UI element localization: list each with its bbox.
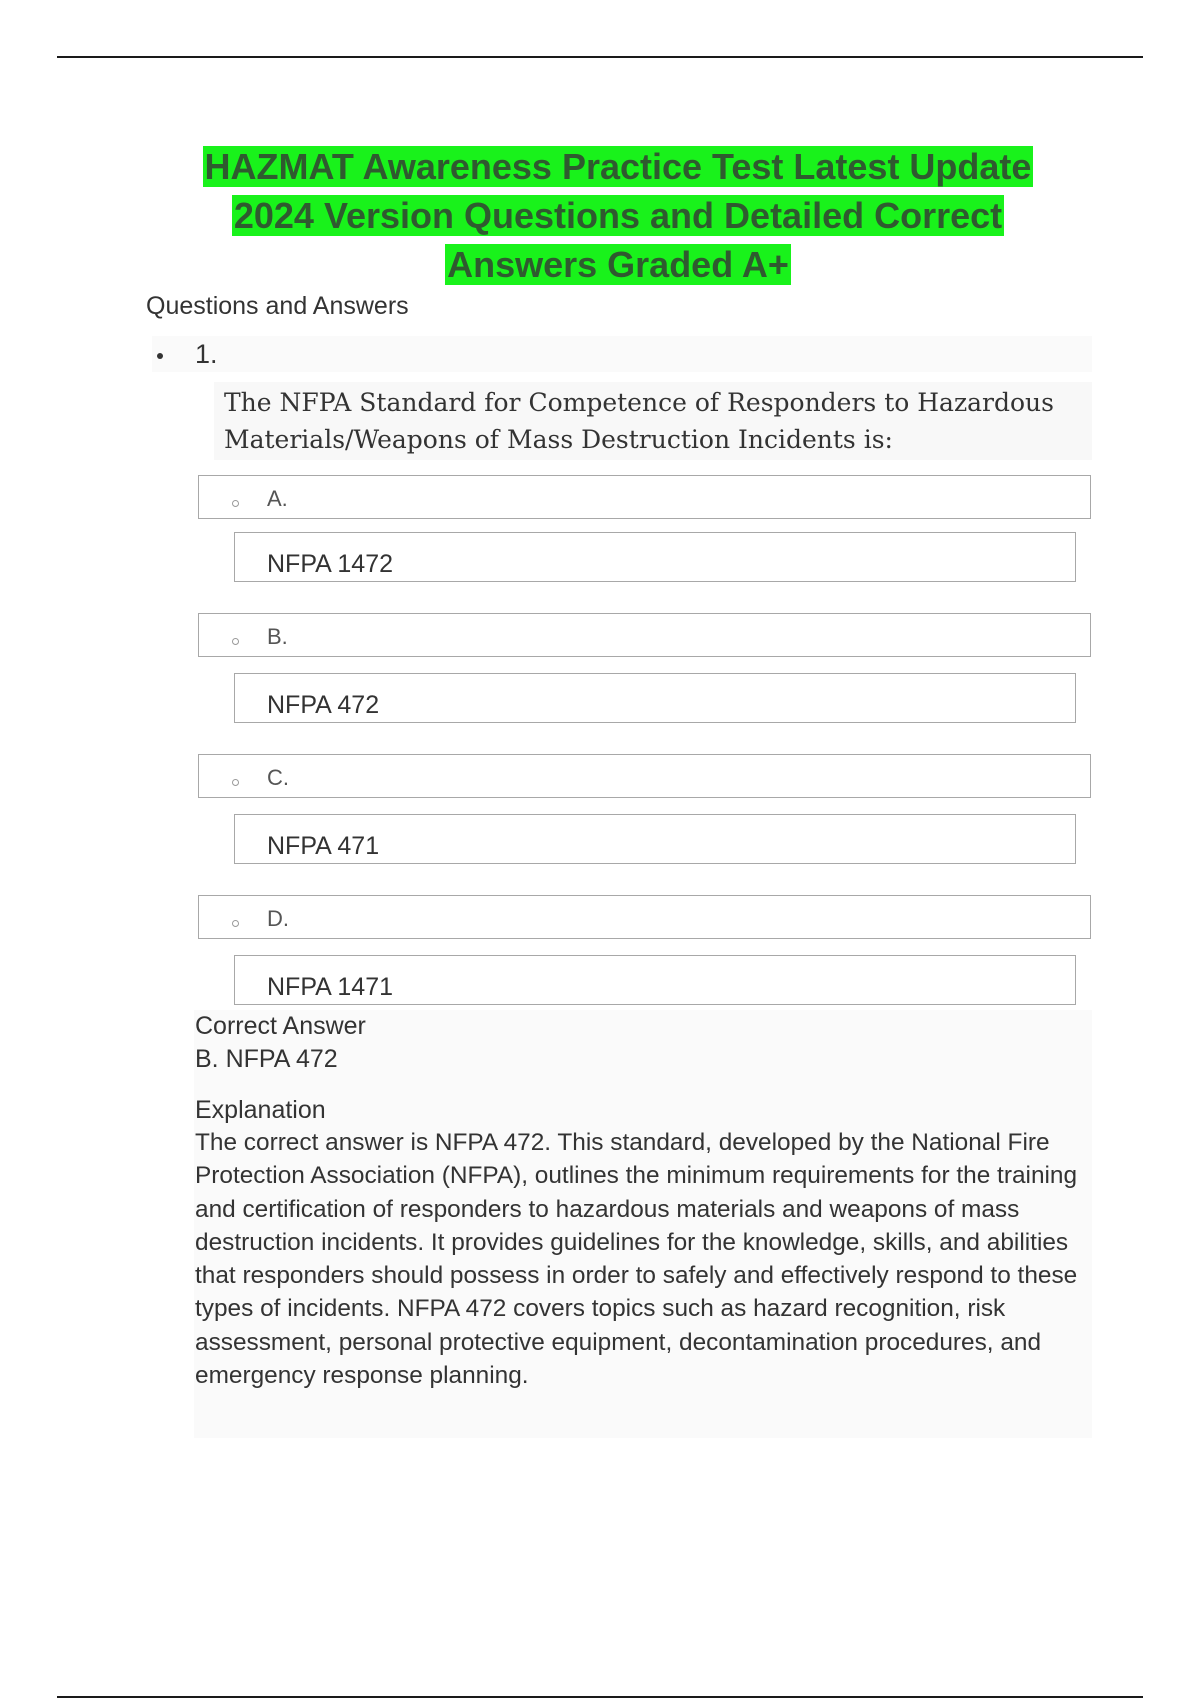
option-letter: C. (267, 765, 289, 790)
option-a-answer (234, 532, 1076, 582)
correct-answer-value: B. NFPA 472 (195, 1045, 338, 1073)
question-number-row (152, 336, 1092, 372)
radio-circle-icon[interactable] (232, 779, 239, 786)
option-letter: B. (267, 624, 288, 649)
option-answer-text: NFPA 1471 (267, 973, 394, 1001)
correct-answer-label: Correct Answer (195, 1012, 366, 1040)
section-label: Questions and Answers (146, 292, 409, 320)
option-d-answer (234, 955, 1076, 1005)
question-text: The NFPA Standard for Competence of Responders to Hazardous Materials/Weapons of Mass Destruction Incidents is: (224, 388, 1054, 454)
option-c-answer (234, 814, 1076, 864)
option-b-row[interactable] (198, 613, 1091, 657)
question-prompt (214, 382, 1092, 460)
title-line-1: HAZMAT Awareness Practice Test Latest Update (204, 146, 1032, 187)
option-c-row[interactable] (198, 754, 1091, 798)
bottom-rule (57, 1696, 1143, 1698)
option-answer-text: NFPA 472 (267, 691, 380, 719)
title-line-3: Answers Graded A+ (447, 244, 789, 285)
option-letter: D. (267, 906, 289, 931)
option-answer-text: NFPA 471 (267, 832, 380, 860)
radio-circle-icon[interactable] (232, 638, 239, 645)
top-rule (57, 56, 1143, 58)
bullet-icon (157, 353, 163, 359)
radio-circle-icon[interactable] (232, 920, 239, 927)
question-number: 1. (195, 339, 218, 369)
document-title (145, 142, 1091, 289)
option-b-answer (234, 673, 1076, 723)
option-a-row[interactable] (198, 475, 1091, 519)
option-d-row[interactable] (198, 895, 1091, 939)
option-letter: A. (267, 486, 288, 511)
explanation-text: The correct answer is NFPA 472. This standard, developed by the National Fire Protection Association (NFPA), outlines the minimum requirements for the training and certification of responders to hazardous materials and weapons of mass destruction incidents. It provides guidelines for the knowledge, skills, and abilities that responders should possess in order to safely and effectively respond to these types of incidents. NFPA 472 covers topics such as hazard recognition, risk assessment, personal protective equipment, decontamination procedures, and emergency response planning. (195, 1129, 1078, 1390)
answer-explanation-panel (194, 1010, 1092, 1438)
radio-circle-icon[interactable] (232, 500, 239, 507)
option-answer-text: NFPA 1472 (267, 550, 394, 578)
title-line-2: 2024 Version Questions and Detailed Correct (233, 195, 1003, 236)
explanation-label: Explanation (195, 1096, 326, 1124)
